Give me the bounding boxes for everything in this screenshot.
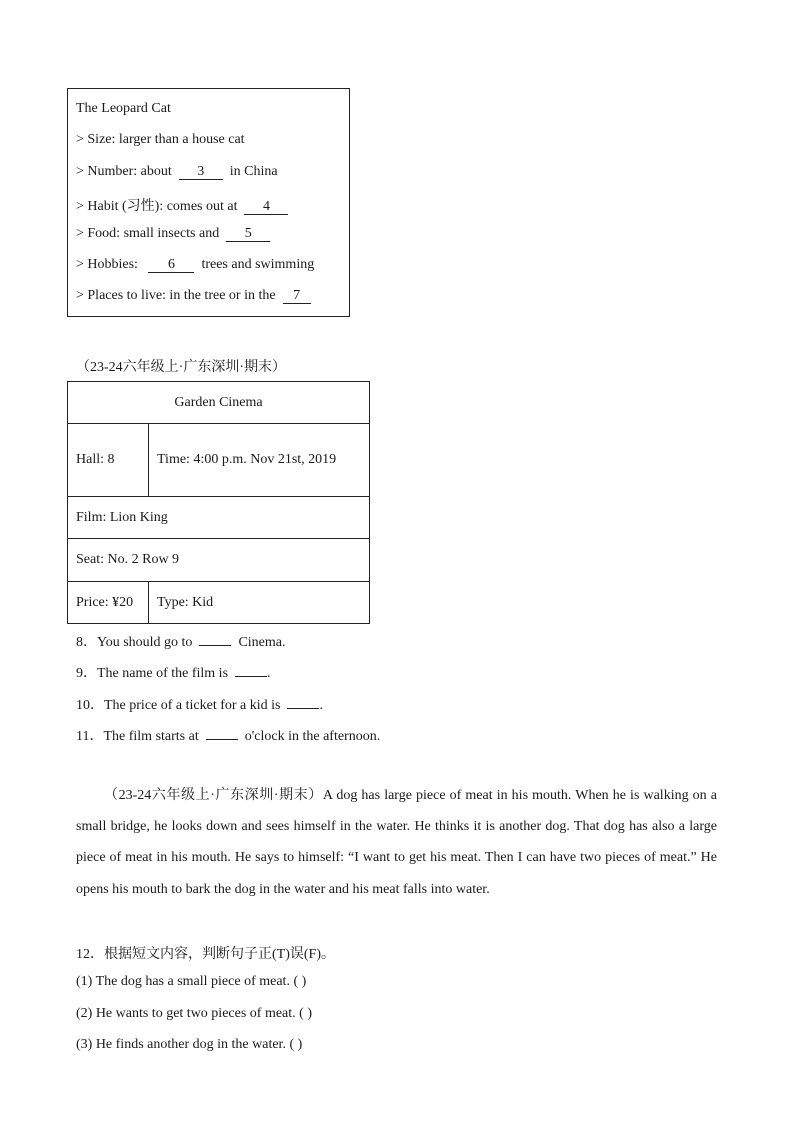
blank-7: 7: [283, 288, 311, 304]
passage-source: （23-24六年级上·广东深圳·期末）: [104, 788, 323, 803]
answer-blank: [287, 696, 319, 709]
leopard-food: > Food: small insects and 5: [76, 226, 270, 242]
answer-blank: [206, 727, 238, 740]
q12-item-2: (2) He wants to get two pieces of meat. ( ): [76, 1006, 312, 1021]
source-caption: （23-24六年级上·广东深圳·期末）: [76, 360, 286, 375]
cinema-ticket-table: [67, 381, 370, 624]
type-cell: Type: Kid: [149, 582, 370, 624]
passage-text: A dog has large piece of meat in his mouth. When he is walking on a small bridge, he looks down and sees himself in the water. He thinks it is another dog. That dog has also a large piece of meat in his mouth. He says to himself: “I want to get his meat. Then I can have two pieces of meat.” He opens his mouth to bark the dog in the water and his meat falls into water.: [76, 788, 717, 897]
film-cell: Film: Lion King: [68, 497, 370, 539]
leopard-size: > Size: larger than a house cat: [76, 132, 245, 147]
leopard-hobbies: > Hobbies: 6 trees and swimming: [76, 257, 315, 272]
question-10: 10．The price of a ticket for a kid is .: [76, 698, 323, 713]
question-9: 9．The name of the film is .: [76, 666, 271, 681]
blank-6: 6: [148, 257, 194, 273]
blank-5: 5: [226, 226, 270, 242]
seat-cell: Seat: No. 2 Row 9: [68, 539, 370, 582]
leopard-places: > Places to live: in the tree or in the 7: [76, 288, 311, 304]
leopard-title: The Leopard Cat: [76, 101, 171, 116]
leopard-number: > Number: about 3 in China: [76, 164, 278, 179]
price-cell: Price: ¥20: [68, 582, 149, 624]
leopard-cat-box: [67, 88, 350, 317]
question-8: 8．You should go to Cinema.: [76, 635, 286, 650]
question-11: 11．The film starts at o'clock in the afternoon.: [76, 729, 381, 744]
question-12-title: 12．根据短文内容，判断句子正(T)误(F)。: [76, 947, 335, 962]
blank-3: 3: [179, 164, 223, 180]
leopard-habit: > Habit (习性): comes out at 4: [76, 195, 288, 215]
blank-4: 4: [244, 199, 288, 215]
answer-blank: [235, 664, 267, 677]
q12-item-3: (3) He finds another dog in the water. ( ): [76, 1037, 303, 1052]
cinema-title: Garden Cinema: [68, 382, 370, 424]
dog-passage: [76, 780, 717, 905]
time-cell: Time: 4:00 p.m. Nov 21st, 2019: [149, 424, 370, 497]
answer-blank: [199, 633, 231, 646]
q12-item-1: (1) The dog has a small piece of meat. ( ): [76, 974, 307, 989]
hall-cell: Hall: 8: [68, 424, 149, 497]
